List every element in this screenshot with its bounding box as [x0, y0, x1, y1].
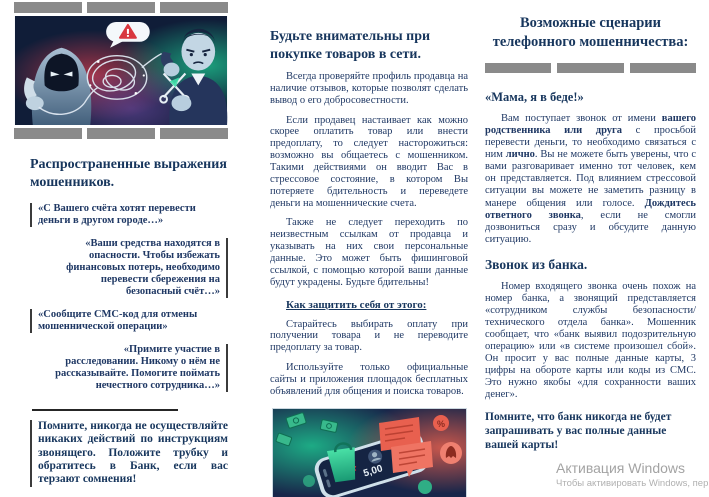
middle-heading: Будьте внимательны при покупке товаров в сети. [270, 29, 431, 62]
middle-paragraph: Всегда проверяйте профиль продавца на наличие отзывов, которые позволят сделать вывод о его добросовестности. [270, 71, 468, 106]
windows-activation-watermark [556, 460, 708, 489]
rating-value: 5,00 [362, 462, 385, 480]
placeholder-bar [14, 2, 82, 13]
scammer-quote: «С Вашего счёта хотят перевести деньги в другом городе…» [30, 203, 228, 227]
bold-text-segment: вашего родственника или друга [485, 113, 696, 137]
middle-paragraph: Также не следует переходить по неизвестным ссылкам от продавца и указывать на них свои персональные данные. Это может быть фишинговой ссылкой, с помощью которой ваши данные будут украдены. Будьте бдительны! [270, 217, 468, 288]
scenario2-title: Звонок из банка. [485, 256, 588, 272]
placeholder-bar [14, 128, 82, 139]
placeholder-bar [160, 128, 228, 139]
left-heading: Распространенные выражения мошенников. [30, 157, 227, 191]
placeholder-bar [485, 63, 551, 73]
text-segment: с просьбой перевести деньги, то необходимо связаться с ним [485, 125, 697, 161]
scammer-quote: «Сообщите СМС-код для отмены мошеннической операции» [30, 309, 228, 333]
left-column-text [14, 156, 228, 487]
watermark-title: Активация Windows [556, 460, 686, 476]
scenario1-text [485, 113, 696, 246]
right-warning-text: Помните, что банк никогда не будет запрашивать у вас полные данные вашей карты! [485, 411, 672, 451]
left-column [14, 2, 228, 487]
online-shopping-scam-illustration [272, 408, 467, 497]
placeholder-bar [557, 63, 623, 73]
left-bottom-placeholder-bars [14, 128, 228, 139]
placeholder-bar [160, 2, 228, 13]
text-segment: , если не смогли дозвониться сразу и обсудите данную ситуацию. [485, 209, 696, 245]
right-placeholder-bars [485, 63, 696, 73]
watermark-subtitle: Чтобы активировать Windows, пер [556, 478, 709, 489]
bold-text-segment: лично [505, 149, 535, 161]
middle-paragraph: Если продавец настаивает как можно скорее оплатить товар или внести предоплату, то следует насторожиться: возможно вы общаетесь с мошенником. Такими действиями он вводит Вас в стрессовое состояние, в котором Вы потеряете бдительность и переведете деньги на мошеннические счета. [270, 114, 468, 209]
middle-tip: Используйте только официальные сайты и приложения площадок бесплатных объявлений для общения и поиска товаров. [270, 362, 468, 397]
middle-subheading: Как защитить себя от этого: [286, 298, 427, 311]
left-warning-text: Помните, никогда не осуществляйте никаких действий по инструкциям звонящего. Положите трубку и обратитесь в Банк, если вас терзают сомнения! [30, 420, 228, 487]
scammer-call-cut-cord-illustration [14, 16, 228, 125]
scenario1-title: «Мама, я в беде!» [485, 90, 584, 105]
scammer-quote: «Примите участие в расследовании. Никому о нём не рассказывайте. Помогите поймать нечестного сотрудника…» [52, 344, 228, 392]
right-heading: Возможные сценарии телефонного мошенничества: [492, 15, 689, 50]
scammer-quote: «Ваши средства находятся в опасности. Чтобы избежать финансовых потерь, необходимо перевести сбережения на безопасный счёт…» [52, 238, 228, 298]
left-top-placeholder-bars [14, 2, 228, 13]
placeholder-bar [87, 2, 155, 13]
placeholder-bar [87, 128, 155, 139]
text-segment: . Вы не можете быть уверены, что с вами разговаривает именно тот человек, кем он представляется. Под влиянием стрессовой ситуации вы можете не заметить разницу в манере общения или голосе. [485, 149, 696, 209]
text-segment: Вам поступает звонок от имени [501, 113, 662, 125]
placeholder-bar [630, 63, 696, 73]
middle-column [270, 0, 468, 497]
middle-tip: Старайтесь выбирать оплату при получении товара и не переводите предоплату за товар. [270, 318, 468, 354]
divider-line [32, 409, 178, 411]
percent-coin-icon: % [437, 418, 446, 429]
bold-text-segment: Дождитесь ответного звонка [485, 197, 696, 221]
scenario2-text: Номер входящего звонка очень похож на номер банка, а звонящий представляется «сотрудником службы безопасности/ технического отдела банка». Мошенник сообщает, что «банк выявил подозрительную операцию» или «в системе произошел сбой». Он просит у вас полные данные карты, 3 цифры на обороте карты или коды из СМС. Это нужно якобы «для сохранности ваших денег». [485, 280, 696, 401]
right-column [485, 0, 696, 453]
